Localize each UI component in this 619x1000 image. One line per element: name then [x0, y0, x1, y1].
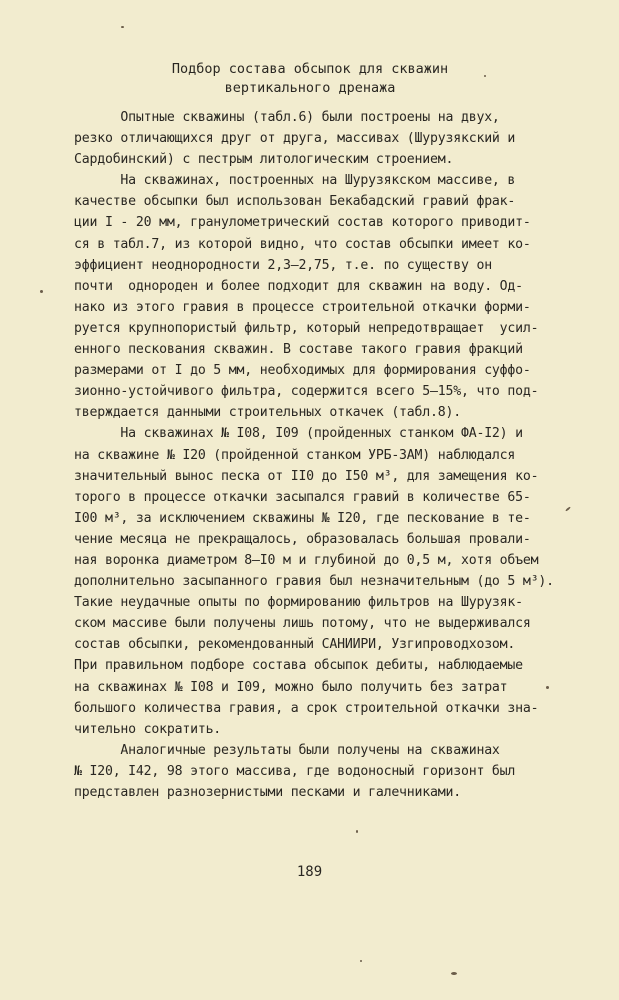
- text-line: I00 м³, за исключением скважины № I20, где пескование в те-: [74, 510, 531, 526]
- text-line: ции I - 20 мм, гранулометрический состав которого приводит-: [74, 215, 531, 231]
- text-line: № I20, I42, 98 этого массива, где водоносный горизонт был: [74, 763, 516, 779]
- text-line: большого количества гравия, а срок строительной откачки зна-: [74, 700, 539, 716]
- text-line: представлен разнозернистыми песками и галечниками.: [74, 785, 461, 800]
- text-line: На скважинах, построенных на Шурузякском массиве, в: [74, 173, 516, 189]
- text-line: ная воронка диаметром 8–I0 м и глубиной до 0,5 м, хотя объем: [74, 552, 539, 568]
- text-line: значительный вынос песка от II0 до I50 м³, для замещения ко-: [74, 468, 539, 484]
- text-line: Аналогичные результаты были получены на скважинах: [74, 742, 500, 758]
- paper-speck: [484, 75, 486, 77]
- section-title: [120, 60, 500, 98]
- paper-speck: [40, 290, 43, 293]
- text-line: резко отличающихся друг от друга, массивах (Шурузякский и: [74, 131, 516, 147]
- text-line: размерами от I до 5 мм, необходимых для формирования суффо-: [74, 363, 531, 379]
- paper-speck: [565, 506, 571, 511]
- text-line: Такие неудачные опыты по формированию фильтров на Шурузяк-: [74, 595, 523, 611]
- text-line: качестве обсыпки был использован Бекабадский гравий фрак-: [74, 194, 516, 210]
- text-line: ся в табл.7, из которой видно, что состав обсыпки имеет ко-: [74, 236, 531, 252]
- paper-speck: [121, 26, 124, 28]
- paragraph-2: [74, 170, 560, 423]
- paragraph-1: [74, 107, 560, 170]
- text-line: торого в процессе откачки засыпался гравий в количестве 65-: [74, 489, 531, 505]
- text-line: чение месяца не прекращалось, образовалась большая провали-: [74, 531, 531, 547]
- text-line: зионно-устойчивого фильтра, содержится всего 5–15%, что под-: [74, 384, 539, 400]
- text-line: нако из этого гравия в процессе строительной откачки форми-: [74, 299, 531, 315]
- text-line: енного пескования скважин. В составе такого гравия фракций: [74, 342, 523, 358]
- text-line: чительно сократить.: [74, 721, 222, 737]
- text-line: на скважине № I20 (пройденной станком УРБ-3АМ) наблюдался: [74, 447, 516, 463]
- paper-speck: [356, 830, 358, 833]
- paper-speck: [360, 960, 362, 962]
- paragraph-3: [74, 423, 560, 739]
- text-line: Сардобинский) с пестрым литологическим строением.: [74, 152, 454, 168]
- section-title-line-2: вертикального дренажа: [224, 80, 396, 96]
- paragraph-4: [74, 740, 560, 803]
- text-line: Опытные скважины (табл.6) были построены на двух,: [74, 110, 500, 125]
- text-line: тверждается данными строительных откачек (табл.8).: [74, 405, 461, 421]
- text-line: на скважинах № I08 и I09, можно было получить без затрат: [74, 679, 508, 695]
- text-line: На скважинах № I08, I09 (пройденных станком ФА-I2) и: [74, 426, 523, 442]
- text-line: дополнительно засыпанного гравия был незначительным (до 5 м³).: [74, 574, 554, 590]
- text-line: состав обсыпки, рекомендованный САНИИРИ, Узгипроводхозом.: [74, 637, 516, 653]
- text-line: руется крупнопористый фильтр, который непредотвращает усил-: [74, 320, 539, 336]
- section-title-line-1: Подбор состава обсыпок для скважин: [171, 61, 449, 77]
- text-line: почти однороден и более подходит для скважин на воду. Од-: [74, 278, 523, 294]
- body-text: [74, 107, 560, 803]
- page-number: 189: [296, 864, 323, 880]
- text-line: эффициент неоднородности 2,3–2,75, т.е. по существу он: [74, 257, 492, 273]
- text-line: При правильном подборе состава обсыпок дебиты, наблюдаемые: [74, 658, 523, 674]
- paper-speck: [546, 686, 549, 689]
- text-line: ском массиве были получены лишь потому, что не выдерживался: [74, 616, 531, 632]
- paper-speck: [451, 972, 457, 975]
